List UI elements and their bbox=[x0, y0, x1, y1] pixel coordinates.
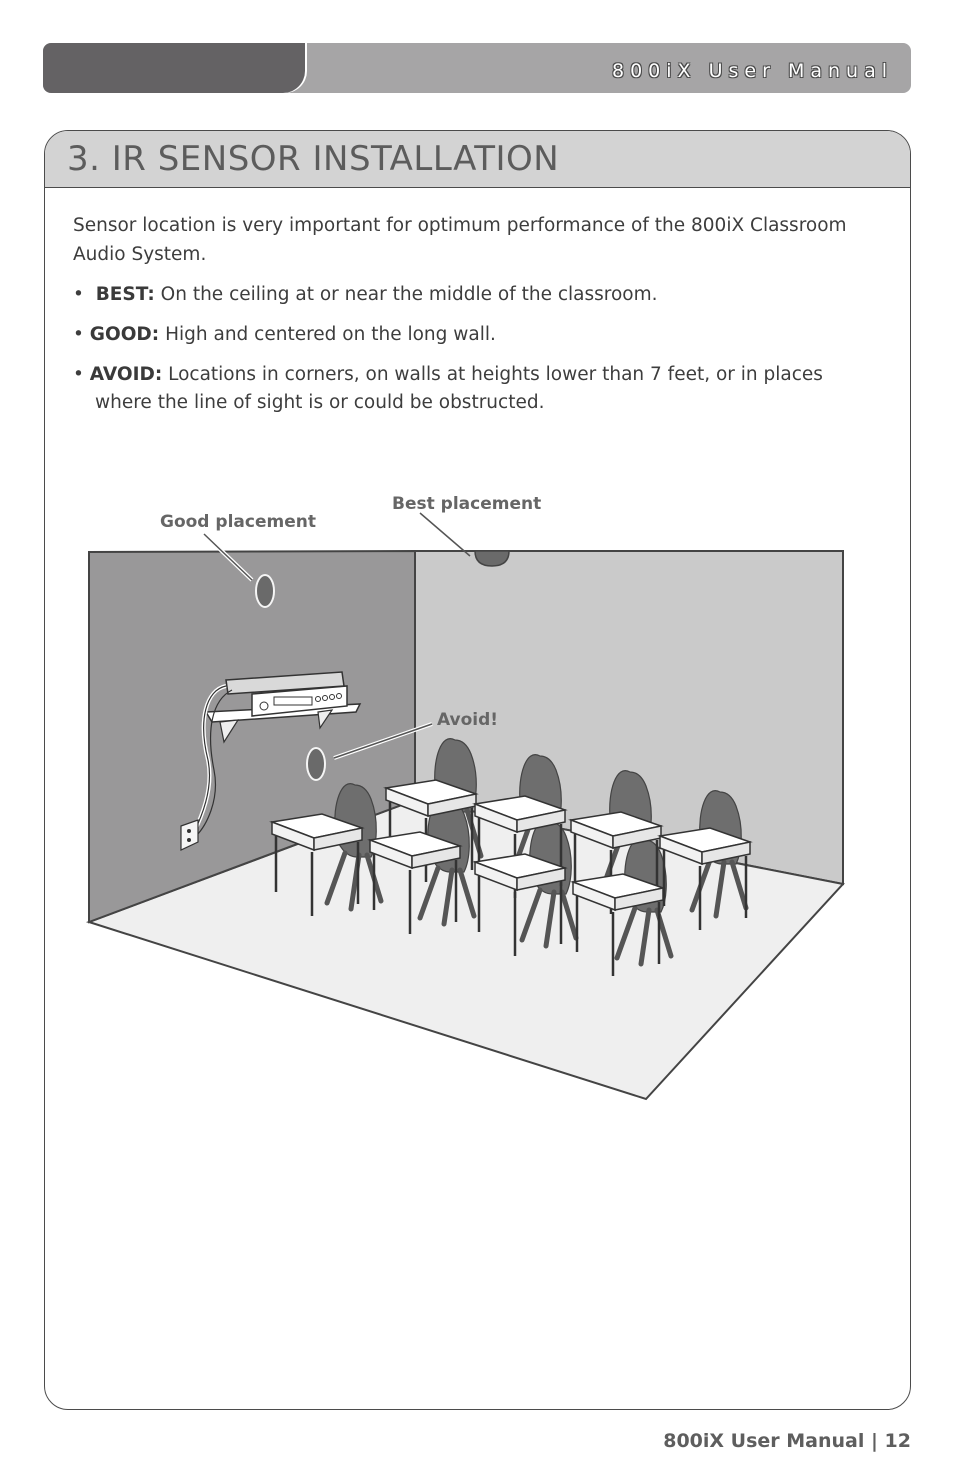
header-title: 800iX User Manual bbox=[612, 60, 893, 82]
page-footer: 800iX User Manual | 12 bbox=[663, 1430, 911, 1452]
wall-sensor-good-icon bbox=[256, 575, 274, 607]
bullet-best-text: On the ceiling at or near the middle of the classroom. bbox=[160, 284, 658, 305]
bullet-good-label: GOOD: bbox=[89, 324, 160, 345]
section-title: 3. IR SENSOR INSTALLATION bbox=[67, 139, 560, 179]
intro-paragraph: Sensor location is very important for optimum performance of the 800iX Classroom Audio System. bbox=[73, 215, 847, 265]
callout-good: Good placement bbox=[160, 512, 316, 532]
bullet-good: • GOOD: High and centered on the long wall. bbox=[73, 324, 496, 345]
bullet-best-label: BEST: bbox=[95, 284, 155, 305]
bullet-avoid-text-1: Locations in corners, on walls at heights lower than 7 feet, or in places bbox=[168, 364, 823, 385]
callout-avoid: Avoid! bbox=[437, 710, 499, 730]
ceiling-sensor-icon bbox=[475, 551, 509, 566]
bullet-good-text: High and centered on the long wall. bbox=[165, 324, 496, 345]
bullet-avoid-label: AVOID: bbox=[89, 364, 163, 385]
wall-sensor-avoid-icon bbox=[307, 748, 325, 780]
bullet-avoid-text-2: where the line of sight is or could be obstructed. bbox=[95, 392, 545, 413]
callout-best: Best placement bbox=[392, 494, 542, 514]
bullet-best: • BEST: On the ceiling at or near the middle of the classroom. bbox=[73, 284, 658, 305]
bullet-avoid: • AVOID: Locations in corners, on walls at heights lower than 7 feet, or in places where the line of sight is or could be obstructed. bbox=[73, 361, 893, 417]
